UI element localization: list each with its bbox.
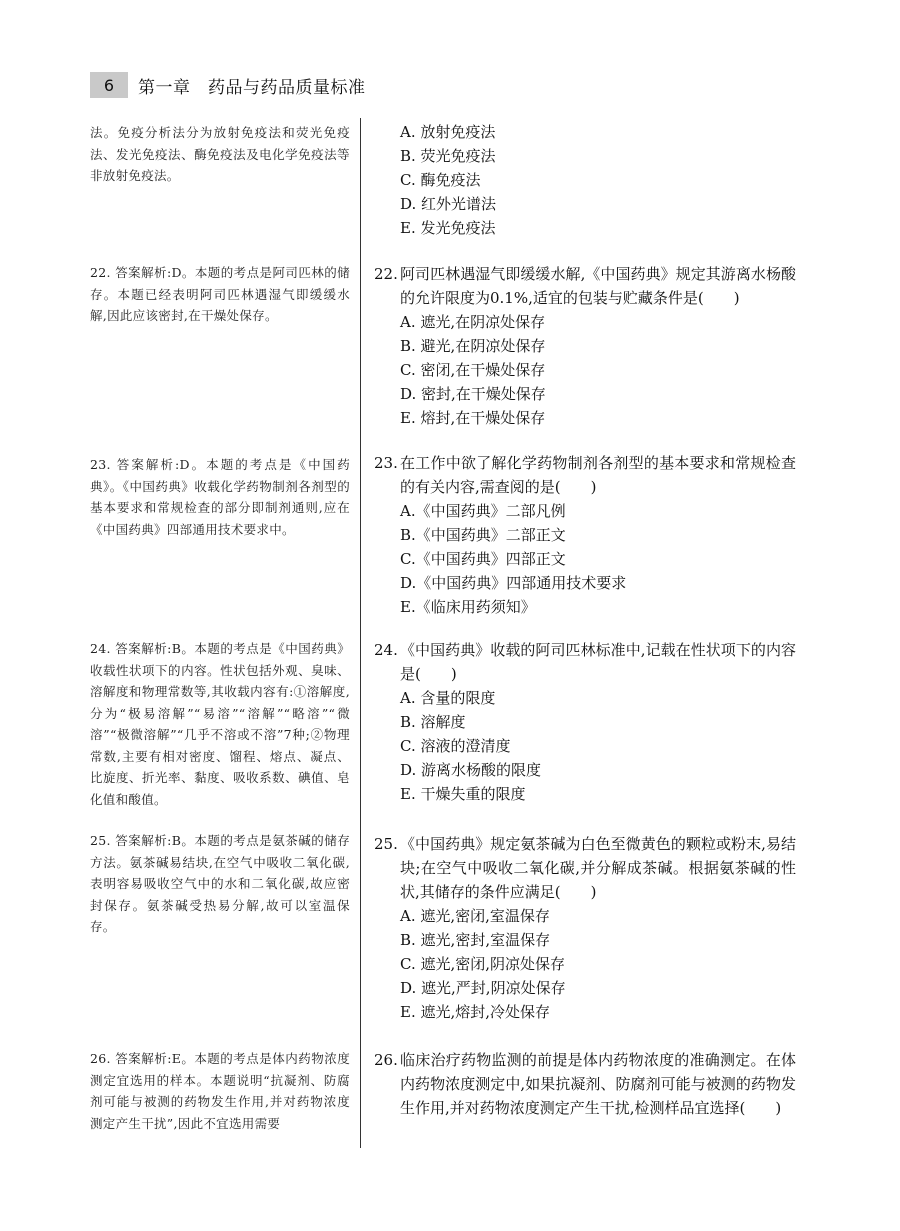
prev-answer-continuation: 法。免疫分析法分为放射免疫法和荧光免疫法、发光免疫法、酶免疫法及电化学免疫法等非放射免疫法。	[90, 125, 350, 183]
option: B. 荧光免疫法	[400, 147, 496, 165]
option-a: A. 遮光,在阴凉处保存	[400, 313, 546, 331]
option-a: A. 遮光,密闭,室温保存	[400, 907, 550, 925]
option-e: E. 遮光,熔封,冷处保存	[400, 1003, 551, 1021]
question-stem: 在工作中欲了解化学药物制剂各剂型的基本要求和常规检查的有关内容,需查阅的是( )	[400, 454, 796, 496]
option: C. 酶免疫法	[400, 171, 481, 189]
answer-23: 23. 答案解析:D。本题的考点是《中国药典》。《中国药典》收载化学药物制剂各剂型的基本要求和常规检查的部分即制剂通则,应在《中国药典》四部通用技术要求中。	[90, 457, 350, 537]
option-c: C. 密闭,在干燥处保存	[400, 361, 546, 379]
page-header	[90, 72, 830, 98]
option-d: D. 密封,在干燥处保存	[400, 385, 546, 403]
option-d: D. 遮光,严封,阴凉处保存	[400, 979, 566, 997]
option-d: D. 游离水杨酸的限度	[400, 761, 542, 779]
question-stem: 阿司匹林遇湿气即缓缓水解,《中国药典》规定其游离水杨酸的允许限度为0.1%,适宜的包装与贮藏条件是( )	[400, 265, 796, 307]
option-e: E. 干燥失重的限度	[400, 785, 526, 803]
option-c: C. 溶液的澄清度	[400, 737, 511, 755]
question-stem: 《中国药典》规定氨茶碱为白色至微黄色的颗粒或粉末,易结块;在空气中吸收二氧化碳,并分解成茶碱。根据氨茶碱的性状,其储存的条件应满足( )	[400, 835, 796, 901]
option-c: C. 遮光,密闭,阴凉处保存	[400, 955, 566, 973]
option-b: B. 溶解度	[400, 713, 466, 731]
question-number: 24.	[374, 641, 398, 659]
option: A. 放射免疫法	[400, 123, 496, 141]
question-stem: 《中国药典》收载的阿司匹林标准中,记载在性状项下的内容是( )	[400, 641, 796, 683]
option-b: B.《中国药典》二部正文	[400, 526, 566, 544]
column-divider	[360, 118, 361, 1148]
page-number: 6	[90, 72, 128, 98]
option: D. 红外光谱法	[400, 195, 497, 213]
option-c: C.《中国药典》四部正文	[400, 550, 566, 568]
option-e: E.《临床用药须知》	[400, 598, 536, 616]
option-b: B. 遮光,密封,室温保存	[400, 931, 551, 949]
answer-22: 22. 答案解析:D。本题的考点是阿司匹林的储存。本题已经表明阿司匹林遇湿气即缓缓水解,因此应该密封,在干燥处保存。	[90, 265, 350, 323]
prev-question-options	[374, 120, 822, 240]
option: E. 发光免疫法	[400, 219, 496, 237]
question-number: 22.	[374, 265, 398, 283]
question-number: 25.	[374, 835, 398, 853]
chapter-title: 第一章 药品与药品质量标准	[138, 77, 366, 98]
answer-24: 24. 答案解析:B。本题的考点是《中国药典》收载性状项下的内容。性状包括外观、臭味、溶解度和物理常数等,其收载内容有:①溶解度,分为“极易溶解”“易溶”“溶解”“略溶”“微溶”“极微溶解”“几乎不溶或不溶”7种;②物理常数,主要有相对密度、馏程、熔点、凝点、比旋度、折光率、黏度、吸收系数、碘值、皂化值和酸值。	[90, 641, 350, 807]
answer-26: 26. 答案解析:E。本题的考点是体内药物浓度测定宜选用的样本。本题说明“抗凝剂、防腐剂可能与被测的药物发生作用,并对药物浓度测定产生干扰”,因此不宜选用需要	[90, 1051, 350, 1131]
question-26	[374, 1048, 796, 1120]
option-a: A.《中国药典》二部凡例	[400, 502, 566, 520]
question-stem: 临床治疗药物监测的前提是体内药物浓度的准确测定。在体内药物浓度测定中,如果抗凝剂、防腐剂可能与被测的药物发生作用,并对药物浓度测定产生干扰,检测样品宜选择( )	[400, 1051, 796, 1117]
option-b: B. 避光,在阴凉处保存	[400, 337, 546, 355]
question-number: 23.	[374, 454, 398, 472]
option-e: E. 熔封,在干燥处保存	[400, 409, 546, 427]
option-d: D.《中国药典》四部通用技术要求	[400, 574, 627, 592]
option-a: A. 含量的限度	[400, 689, 496, 707]
question-22	[374, 262, 796, 430]
answer-25: 25. 答案解析:B。本题的考点是氨茶碱的储存方法。氨茶碱易结块,在空气中吸收二氧化碳,表明容易吸收空气中的水和二氧化碳,故应密封保存。氨茶碱受热易分解,故可以室温保存。	[90, 833, 350, 934]
question-24	[374, 638, 796, 806]
question-number: 26.	[374, 1051, 398, 1069]
question-25	[374, 832, 796, 1024]
question-23	[374, 451, 796, 619]
